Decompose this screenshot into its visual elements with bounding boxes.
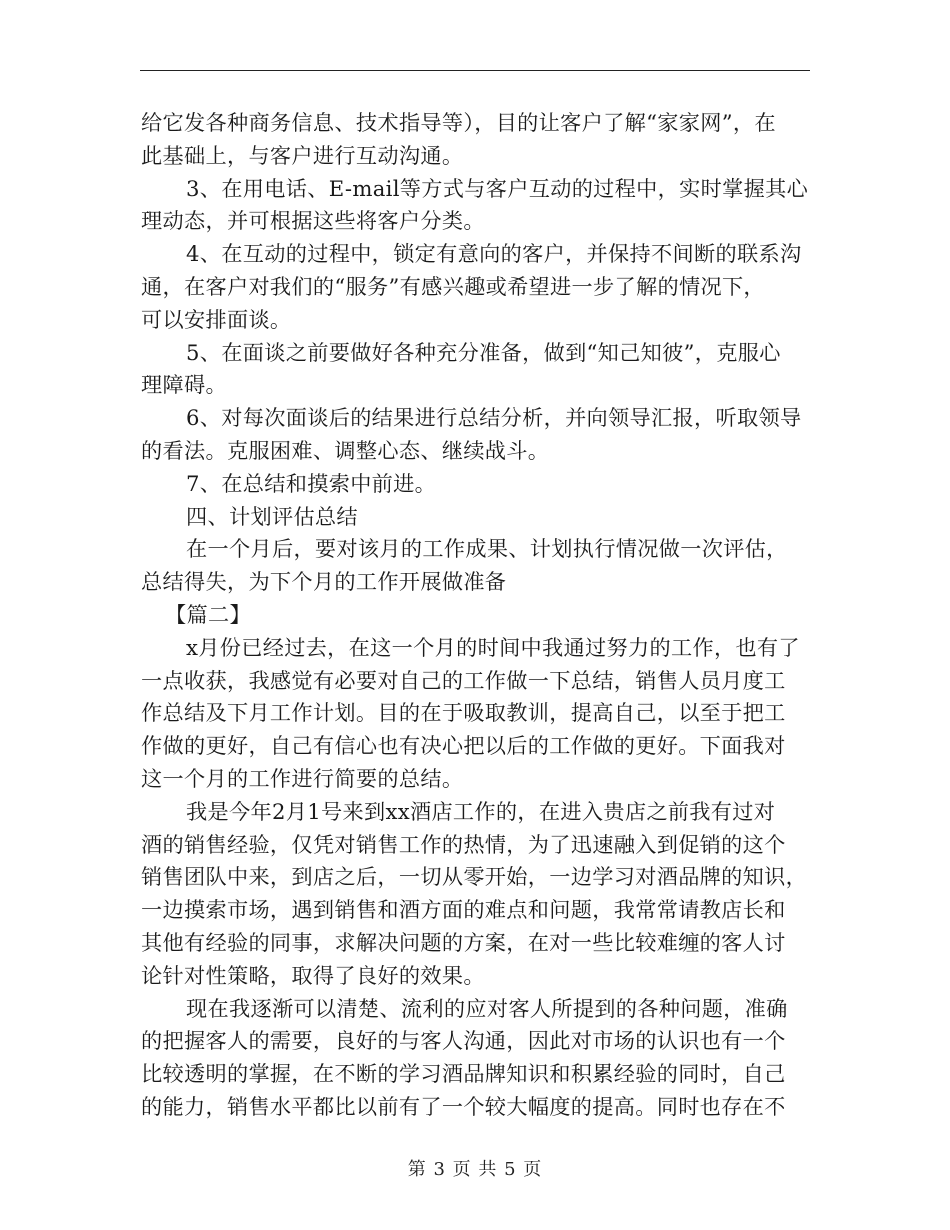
text-line: x月份已经过去，在这一个月的时间中我通过努力的工作，也有了 xyxy=(186,634,800,660)
text-line: 5、在面谈之前要做好各种充分准备，做到“知己知彼”，克服心 xyxy=(186,339,781,365)
text-line: 其他有经验的同事，求解决问题的方案，在对一些比较难缠的客人讨 xyxy=(141,929,786,955)
text-line: 论针对性策略，取得了良好的效果。 xyxy=(141,962,485,988)
section-heading: 四、计划评估总结 xyxy=(186,503,358,529)
text-line: 通，在客户对我们的“服务”有感兴趣或希望进一步了解的情况下， xyxy=(141,273,765,299)
text-line: 3、在用电话、E-mail等方式与客户互动的过程中，实时掌握其心 xyxy=(186,175,809,201)
text-line: 我是今年2月1号来到xx酒店工作的，在进入贵店之前我有过对 xyxy=(186,798,776,824)
text-line: 这一个月的工作进行简要的总结。 xyxy=(141,765,464,791)
text-line: 比较透明的掌握，在不断的学习酒品牌知识和积累经验的同时，自己 xyxy=(141,1061,786,1087)
text-line: 总结得失，为下个月的工作开展做准备 xyxy=(141,569,507,595)
text-line: 7、在总结和摸索中前进。 xyxy=(186,470,437,496)
text-line: 的能力，销售水平都比以前有了一个较大幅度的提高。同时也存在不 xyxy=(141,1093,786,1119)
text-line: 6、对每次面谈后的结果进行总结分析，并向领导汇报，听取领导 xyxy=(186,405,802,431)
text-line: 现在我逐渐可以清楚、流利的应对客人所提到的各种问题，准确 xyxy=(186,995,788,1021)
text-line: 的看法。克服困难、调整心态、继续战斗。 xyxy=(141,437,550,463)
text-line: 理动态，并可根据这些将客户分类。 xyxy=(141,208,485,234)
text-line: 理障碍。 xyxy=(141,372,227,398)
text-line: 酒的销售经验，仅凭对销售工作的热情，为了迅速融入到促销的这个 xyxy=(141,831,786,857)
text-line: 的把握客人的需要，良好的与客人沟通，因此对市场的认识也有一个 xyxy=(141,1028,786,1054)
header-rule xyxy=(140,70,810,71)
text-line: 销售团队中来，到店之后，一切从零开始，一边学习对酒品牌的知识， xyxy=(141,864,808,890)
text-line: 给它发各种商务信息、技术指导等），目的让客户了解“家家网”，在 xyxy=(141,110,776,135)
section-heading: 【篇二】 xyxy=(165,601,251,627)
page-number-footer: 第 3 页 共 5 页 xyxy=(407,1159,543,1180)
text-line: 在一个月后，要对该月的工作成果、计划执行情况做一次评估， xyxy=(186,536,788,562)
text-line: 一点收获，我感觉有必要对自己的工作做一下总结，销售人员月度工 xyxy=(141,667,786,693)
text-line: 作总结及下月工作计划。目的在于吸取教训，提高自己，以至于把工 xyxy=(141,700,786,726)
text-line: 可以安排面谈。 xyxy=(141,306,292,332)
document-body xyxy=(141,107,811,1124)
text-line: 作做的更好，自己有信心也有决心把以后的工作做的更好。下面我对 xyxy=(141,733,786,759)
text-line: 一边摸索市场，遇到销售和酒方面的难点和问题，我常常请教店长和 xyxy=(141,897,786,923)
text-line: 4、在互动的过程中，锁定有意向的客户，并保持不间断的联系沟 xyxy=(186,241,802,267)
text-line: 此基础上，与客户进行互动沟通。 xyxy=(141,142,464,168)
